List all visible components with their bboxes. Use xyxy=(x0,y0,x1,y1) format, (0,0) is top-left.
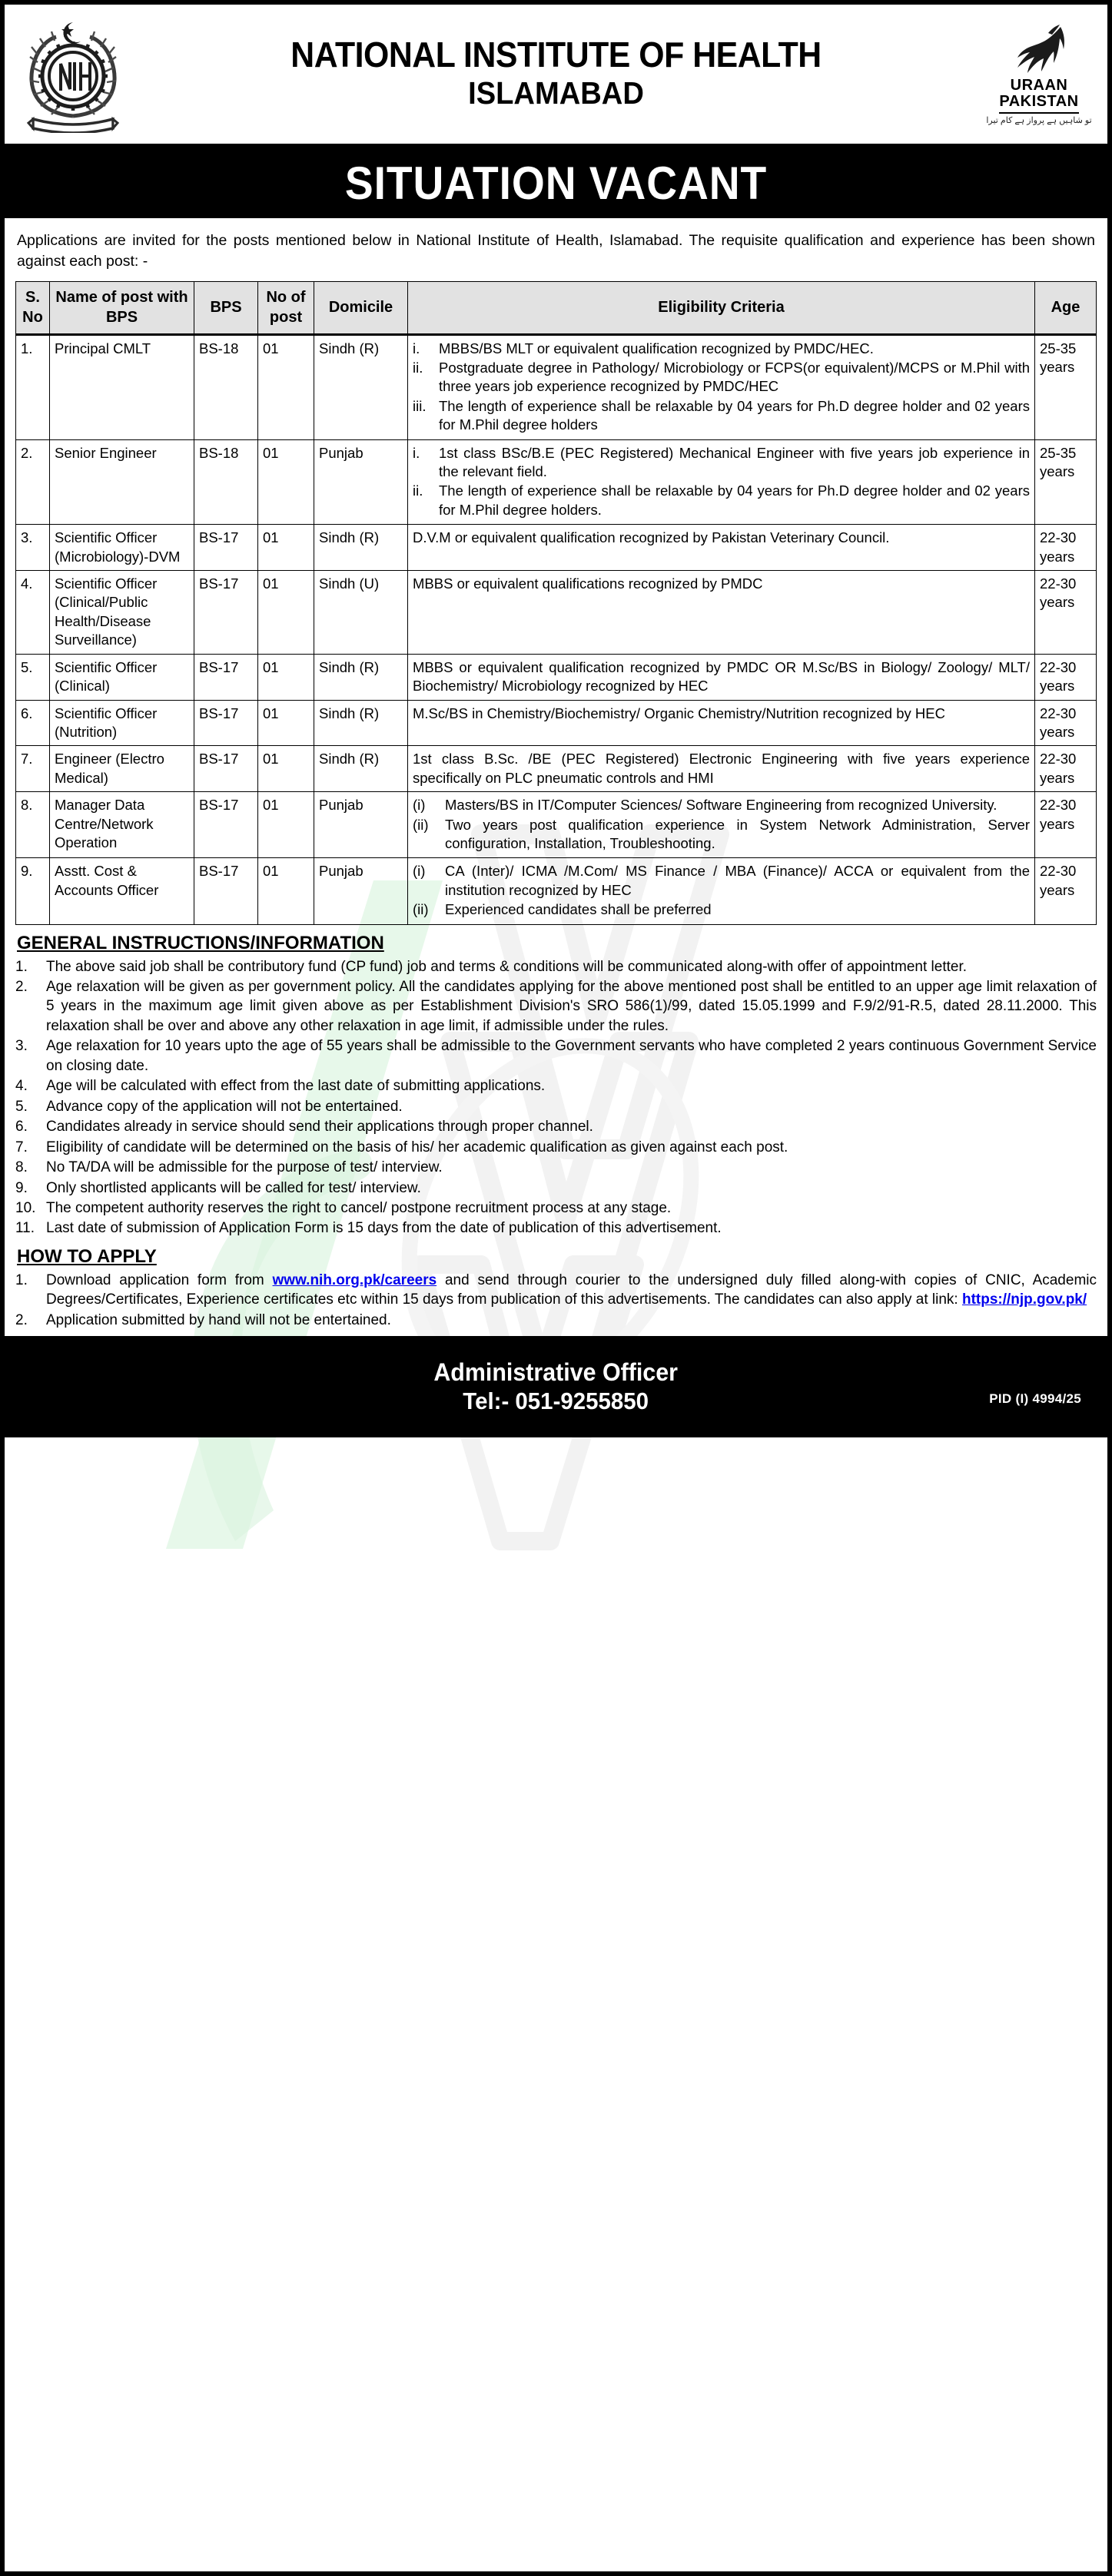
cell-age: 25-35 years xyxy=(1035,334,1097,439)
uraan-urdu-tagline: تو شاہیں ہے پرواز ہے کام تیرا xyxy=(986,115,1092,125)
instruction-number: 6. xyxy=(15,1119,28,1135)
cell-bps: BS-17 xyxy=(194,792,258,858)
cell-domicile: Sindh (U) xyxy=(314,571,408,655)
general-instruction-item xyxy=(15,1036,1097,1076)
instruction-text: Last date of submission of Application Form is 15 days from the date of publication of this advertisement. xyxy=(46,1220,722,1237)
cell-bps: BS-17 xyxy=(194,571,258,655)
instruction-number: 2. xyxy=(15,979,28,996)
cell-domicile: Punjab xyxy=(314,792,408,858)
table-row xyxy=(16,792,1097,858)
general-instructions-heading: GENERAL INSTRUCTIONS/INFORMATION xyxy=(17,932,384,953)
instruction-number: 9. xyxy=(15,1179,28,1196)
eligibility-text: D.V.M or equivalent qualification recognized by Pakistan Veterinary Council. xyxy=(413,529,890,546)
how-to-apply-item-1-text xyxy=(46,1271,1097,1310)
how-to-apply-item-2-text: Application submitted by hand will not be entertained. xyxy=(46,1311,391,1328)
cell-bps: BS-18 xyxy=(194,439,258,525)
table-row xyxy=(16,525,1097,571)
criteria-marker: iii. xyxy=(413,397,427,414)
cell-no-of-post: 01 xyxy=(258,700,314,746)
criteria-text: MBBS/BS MLT or equivalent qualification recognized by PMDC/HEC. xyxy=(439,340,874,356)
cell-no-of-post: 01 xyxy=(258,571,314,655)
cell-post-name: Scientific Officer (Clinical) xyxy=(50,654,194,700)
eligibility-criteria-list xyxy=(413,796,1030,853)
column-header-age: Age xyxy=(1035,281,1097,334)
instruction-number: 1. xyxy=(15,958,28,975)
eligibility-criteria-item xyxy=(413,816,1030,854)
cell-domicile: Sindh (R) xyxy=(314,525,408,571)
poster-body xyxy=(5,218,1107,1330)
criteria-marker: ii. xyxy=(413,360,423,376)
cell-age: 22-30 years xyxy=(1035,654,1097,700)
criteria-text: 1st class BSc/B.E (PEC Registered) Mechanical Engineer with five years job experience in the relevant field. xyxy=(439,444,1030,480)
cell-eligibility xyxy=(408,525,1035,571)
cell-bps: BS-18 xyxy=(194,334,258,439)
instruction-text: The above said job shall be contributory fund (CP fund) job and terms & conditions will be communicated along-with offer of appointment letter. xyxy=(46,958,968,975)
general-instruction-item xyxy=(15,1179,1097,1198)
eligibility-text: MBBS or equivalent qualifications recognized by PMDC xyxy=(413,575,763,592)
column-header-bps: BPS xyxy=(194,281,258,334)
general-instructions-list xyxy=(15,957,1097,1238)
org-name-line1: NATIONAL INSTITUTE OF HEALTH xyxy=(290,34,822,75)
cell-bps: BS-17 xyxy=(194,858,258,924)
cell-no-of-post: 01 xyxy=(258,792,314,858)
instruction-text: Eligibility of candidate will be determined on the basis of his/ her academic qualification as given against each post. xyxy=(46,1139,788,1155)
cell-no-of-post: 01 xyxy=(258,654,314,700)
eligibility-criteria-item xyxy=(413,444,1030,482)
cell-bps: BS-17 xyxy=(194,746,258,792)
table-row xyxy=(16,700,1097,746)
cell-age: 22-30 years xyxy=(1035,571,1097,655)
cell-post-name: Senior Engineer xyxy=(50,439,194,525)
apply-text-part2: and send through courier to the undersigned duly filled along-with copies of CNIC, Academic Degrees/Certificates, Experience certificates etc within 15 days from publication of this advertisements. The candidates can also apply at link: xyxy=(46,1271,1097,1308)
how-to-apply-heading: HOW TO APPLY xyxy=(17,1245,157,1267)
how-to-apply-item-2-number: 2. xyxy=(15,1311,28,1328)
cell-sno: 5. xyxy=(16,654,50,700)
criteria-marker: (ii) xyxy=(413,816,429,833)
column-header-sno: S. No xyxy=(16,281,50,334)
general-instruction-item xyxy=(15,1138,1097,1157)
flying-falcon-icon xyxy=(1002,24,1076,78)
criteria-text: Postgraduate degree in Pathology/ Microbiology or FCPS(or equivalent)/MCPS or M.Phil with three years job experience recognized by PMDC/HEC xyxy=(439,360,1030,395)
instruction-number: 4. xyxy=(15,1078,28,1095)
criteria-marker: ii. xyxy=(413,482,423,499)
cell-domicile: Sindh (R) xyxy=(314,700,408,746)
instruction-text: The competent authority reserves the right to cancel/ postpone recruitment process at any stage. xyxy=(46,1200,672,1216)
general-instruction-item xyxy=(15,1218,1097,1238)
apply-text-part1: Download application form from xyxy=(46,1271,273,1288)
criteria-text: Experienced candidates shall be preferred xyxy=(445,901,712,918)
criteria-marker: (i) xyxy=(413,863,426,880)
column-header-eligibility: Eligibility Criteria xyxy=(408,281,1035,334)
eligibility-criteria-item xyxy=(413,397,1030,435)
eligibility-criteria-item xyxy=(413,900,1030,919)
instruction-text: Age will be calculated with effect from the last date of submitting applications. xyxy=(46,1078,546,1095)
cell-sno: 3. xyxy=(16,525,50,571)
eligibility-criteria-list xyxy=(413,340,1030,435)
instruction-text: Age relaxation for 10 years upto the age of 55 years shall be admissible to the Government servants who have completed 2 years continuous Government Service on closing date. xyxy=(46,1038,1097,1074)
cell-domicile: Sindh (R) xyxy=(314,746,408,792)
cell-age: 25-35 years xyxy=(1035,439,1097,525)
intro-paragraph: Applications are invited for the posts mentioned below in National Institute of Health, Islamabad. The requisite qualification and experience has been shown against each post: - xyxy=(17,232,1095,270)
instruction-text: Candidates already in service should send their applications through proper channel. xyxy=(46,1119,593,1135)
criteria-text: The length of experience shall be relaxable by 04 years for Ph.D degree holder and 02 years for M.Phil degree holders. xyxy=(439,482,1030,518)
cell-post-name: Scientific Officer (Clinical/Public Health/Disease Surveillance) xyxy=(50,571,194,655)
cell-bps: BS-17 xyxy=(194,525,258,571)
cell-post-name: Asstt. Cost & Accounts Officer xyxy=(50,858,194,924)
cell-sno: 6. xyxy=(16,700,50,746)
poster-footer xyxy=(5,1336,1107,1437)
eligibility-criteria-item xyxy=(413,340,1030,358)
column-header-no-of-post: No of post xyxy=(258,281,314,334)
general-instruction-item xyxy=(15,1117,1097,1136)
cell-bps: BS-17 xyxy=(194,700,258,746)
general-instruction-item xyxy=(15,1076,1097,1096)
uraan-divider xyxy=(999,112,1079,114)
cell-post-name: Engineer (Electro Medical) xyxy=(50,746,194,792)
instruction-text: Only shortlisted applicants will be called for test/ interview. xyxy=(46,1179,421,1196)
table-row xyxy=(16,334,1097,439)
cell-sno: 4. xyxy=(16,571,50,655)
situation-vacant-banner xyxy=(5,148,1107,218)
poster-header xyxy=(5,5,1107,148)
how-to-apply-item-2 xyxy=(15,1311,1097,1330)
cell-sno: 1. xyxy=(16,334,50,439)
table-row xyxy=(16,858,1097,924)
eligibility-text: M.Sc/BS in Chemistry/Biochemistry/ Organic Chemistry/Nutrition recognized by HEC xyxy=(413,705,945,721)
eligibility-criteria-list xyxy=(413,444,1030,520)
uraan-label-line2: PAKISTAN xyxy=(999,92,1079,110)
cell-eligibility xyxy=(408,746,1035,792)
instruction-number: 10. xyxy=(15,1200,36,1216)
org-name-line2: ISLAMABAD xyxy=(468,75,644,111)
eligibility-criteria-item xyxy=(413,796,1030,814)
cell-eligibility xyxy=(408,858,1035,924)
general-instruction-item xyxy=(15,1097,1097,1116)
cell-post-name: Manager Data Centre/Network Operation xyxy=(50,792,194,858)
how-to-apply-list xyxy=(15,1271,1097,1330)
footer-telephone: Tel:- 051-9255850 xyxy=(463,1387,649,1415)
cell-domicile: Sindh (R) xyxy=(314,654,408,700)
how-to-apply-item-1-number: 1. xyxy=(15,1271,28,1288)
cell-no-of-post: 01 xyxy=(258,858,314,924)
criteria-text: The length of experience shall be relaxable by 04 years for Ph.D degree holder and 02 years for M.Phil degree holders xyxy=(439,397,1030,433)
criteria-marker: i. xyxy=(413,340,420,356)
criteria-text: CA (Inter)/ ICMA /M.Com/ MS Finance / MBA (Finance)/ ACCA or equivalent from the institution recognized by HEC xyxy=(445,863,1030,898)
cell-eligibility xyxy=(408,334,1035,439)
nih-careers-link[interactable]: www.nih.org.pk/careers xyxy=(272,1271,437,1288)
instruction-text: Advance copy of the application will not be entertained. xyxy=(46,1098,403,1115)
eligibility-text: MBBS or equivalent qualification recognized by PMDC OR M.Sc/BS in Biology/ Zoology/ MLT/ Biochemistry/ Microbiology recognized by HEC xyxy=(413,658,1030,695)
general-instruction-item xyxy=(15,1158,1097,1177)
table-row xyxy=(16,439,1097,525)
criteria-marker: i. xyxy=(413,444,420,461)
cell-age: 22-30 years xyxy=(1035,858,1097,924)
cell-eligibility xyxy=(408,439,1035,525)
criteria-text: Masters/BS in IT/Computer Sciences/ Software Engineering from recognized University. xyxy=(445,797,997,814)
criteria-text: Two years post qualification experience in System Network Administration, Server configuration, Installation, Troubleshooting. xyxy=(445,816,1030,851)
cell-sno: 9. xyxy=(16,858,50,924)
cell-age: 22-30 years xyxy=(1035,700,1097,746)
cell-eligibility xyxy=(408,700,1035,746)
cell-sno: 8. xyxy=(16,792,50,858)
eligibility-criteria-item xyxy=(413,482,1030,519)
table-row xyxy=(16,654,1097,700)
cell-domicile: Sindh (R) xyxy=(314,334,408,439)
table-row xyxy=(16,746,1097,792)
cell-eligibility xyxy=(408,654,1035,700)
instruction-text: No TA/DA will be admissible for the purpose of test/ interview. xyxy=(46,1159,443,1176)
cell-sno: 2. xyxy=(16,439,50,525)
how-to-apply-item-1 xyxy=(15,1271,1097,1310)
general-instruction-item xyxy=(15,977,1097,1036)
column-header-post-name: Name of post with BPS xyxy=(50,281,194,334)
cell-age: 22-30 years xyxy=(1035,746,1097,792)
criteria-marker: (i) xyxy=(413,797,426,814)
general-instruction-item xyxy=(15,1198,1097,1218)
eligibility-criteria-item xyxy=(413,359,1030,396)
njp-portal-link[interactable]: https://njp.gov.pk/ xyxy=(961,1291,1087,1308)
cell-post-name: Principal CMLT xyxy=(50,334,194,439)
cell-no-of-post: 01 xyxy=(258,439,314,525)
column-header-domicile: Domicile xyxy=(314,281,408,334)
cell-post-name: Scientific Officer (Nutrition) xyxy=(50,700,194,746)
cell-no-of-post: 01 xyxy=(258,525,314,571)
nih-emblem xyxy=(15,16,131,133)
banner-title: SITUATION VACANT xyxy=(344,157,768,209)
pid-number: PID (I) 4994/25 xyxy=(989,1391,1081,1407)
uraan-label-line1: URAAN xyxy=(1010,76,1068,94)
cell-eligibility xyxy=(408,571,1035,655)
uraan-pakistan-logo xyxy=(981,24,1097,125)
cell-no-of-post: 01 xyxy=(258,746,314,792)
instruction-number: 8. xyxy=(15,1159,28,1176)
instruction-number: 5. xyxy=(15,1098,28,1115)
cell-no-of-post: 01 xyxy=(258,334,314,439)
instruction-text: Age relaxation will be given as per government policy. All the candidates applying for the above mentioned post shall be entitled to an upper age limit relaxation of 5 years in the maximum age limit given above as per Establishment Division's SRO 586(1)/99, dated 15.05.1999 and F.9/2/91-R.5, dated 28.11.2000. This relaxation shall be over and above any other relaxation in age limit, if admissible under the rules. xyxy=(46,979,1097,1034)
cell-sno: 7. xyxy=(16,746,50,792)
eligibility-text: 1st class B.Sc. /BE (PEC Registered) Electronic Engineering with five years experience specifically on PLC pneumatic controls and HMI xyxy=(413,751,1030,786)
eligibility-criteria-list xyxy=(413,862,1030,919)
instruction-number: 7. xyxy=(15,1139,28,1155)
table-row xyxy=(16,571,1097,655)
general-instruction-item xyxy=(15,957,1097,976)
cell-bps: BS-17 xyxy=(194,654,258,700)
vacancies-table xyxy=(15,281,1097,925)
criteria-marker: (ii) xyxy=(413,901,429,918)
cell-domicile: Punjab xyxy=(314,439,408,525)
cell-domicile: Punjab xyxy=(314,858,408,924)
footer-designation: Administrative Officer xyxy=(433,1358,679,1386)
cell-post-name: Scientific Officer (Microbiology)-DVM xyxy=(50,525,194,571)
instruction-number: 11. xyxy=(15,1220,35,1237)
organization-title xyxy=(131,36,981,112)
cell-age: 22-30 years xyxy=(1035,525,1097,571)
eligibility-criteria-item xyxy=(413,862,1030,900)
instruction-number: 3. xyxy=(15,1038,28,1055)
cell-eligibility xyxy=(408,792,1035,858)
cell-age: 22-30 years xyxy=(1035,792,1097,858)
table-header-row xyxy=(16,281,1097,334)
